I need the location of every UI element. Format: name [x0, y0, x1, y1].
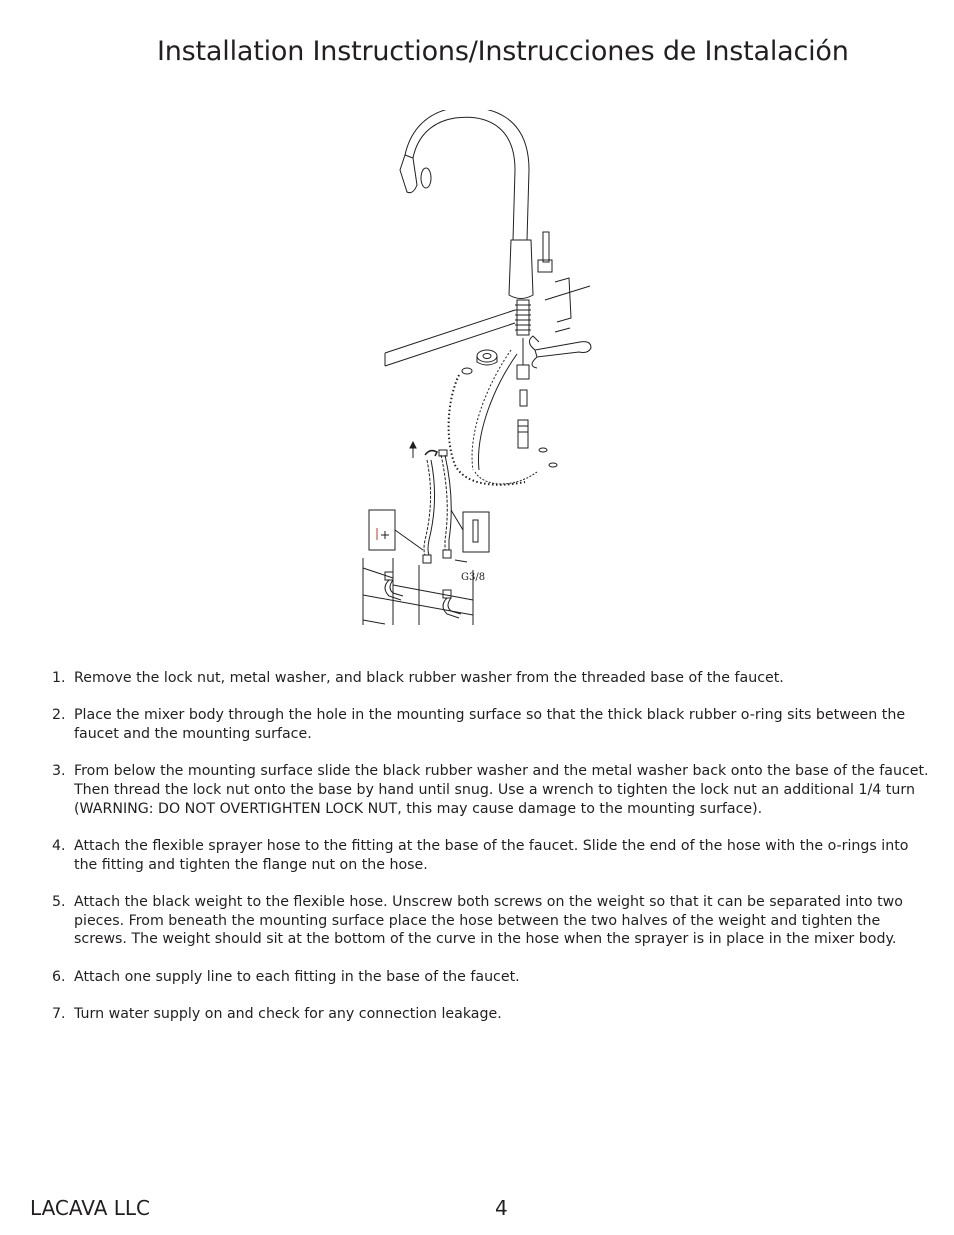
page-title: Installation Instructions/Instrucciones de Instalación	[157, 36, 849, 67]
step-number: 5.	[52, 894, 66, 910]
lock-nut-icon	[462, 350, 497, 374]
step-text: Remove the lock nut, metal washer, and black rubber washer from the threaded base of the faucet.	[74, 670, 784, 686]
footer-company-name: LACAVA LLC	[30, 1196, 150, 1220]
shutoff-valves	[363, 558, 473, 625]
step-item	[52, 669, 932, 688]
step-text: Attach the flexible sprayer hose to the fitting at the base of the faucet. Slide the end of the hose with the o-rings into the fitting and tighten the flange nut on the hose.	[74, 838, 909, 873]
step-text: Attach one supply line to each fitting in the base of the faucet.	[74, 968, 520, 985]
step-item	[52, 893, 932, 949]
step-number: 2.	[52, 707, 66, 724]
step-item	[52, 762, 932, 818]
step-text: Turn water supply on and check for any connection leakage.	[74, 1006, 502, 1022]
faucet-body	[400, 110, 571, 335]
detail-callout-right	[451, 510, 489, 562]
step-number: 4.	[52, 838, 66, 854]
detail-callout-left	[369, 510, 423, 550]
step-number: 7.	[52, 1006, 66, 1022]
step-item	[52, 706, 932, 743]
step-number: 3.	[52, 763, 66, 780]
installation-steps	[52, 669, 932, 1042]
step-text: Place the mixer body through the hole in the mounting surface so that the thick black rubber o-ring sits between the faucet and the mounting surface.	[74, 707, 906, 742]
faucet-installation-diagram	[355, 110, 600, 632]
step-number: 1.	[52, 670, 66, 686]
page-number: 4	[495, 1196, 508, 1220]
step-item	[52, 968, 932, 987]
step-item	[52, 837, 932, 874]
step-number: 6.	[52, 968, 66, 985]
step-text: Attach the black weight to the flexible hose. Unscrew both screws on the weight so that it can be separated into two pieces. From beneath the mounting surface place the hose between the two halves of the weight and tighten the screws. The weight should sit at the bottom of the curve in the hose when the sprayer is in place in the mixer body.	[74, 894, 903, 948]
thread-size-label: G3/8	[461, 572, 486, 583]
step-item	[52, 1005, 932, 1024]
step-text: From below the mounting surface slide the black rubber washer and the metal washer back onto the base of the faucet. Then thread the lock nut onto the base by hand until snug. Use a wrench to tighten the lock nut an additional 1/4 turn (WARNING: DO NOT OVERTIGHTEN LOCK NUT, this may cause damage to the mounting surface).	[74, 763, 929, 817]
wrench-icon	[529, 336, 591, 368]
